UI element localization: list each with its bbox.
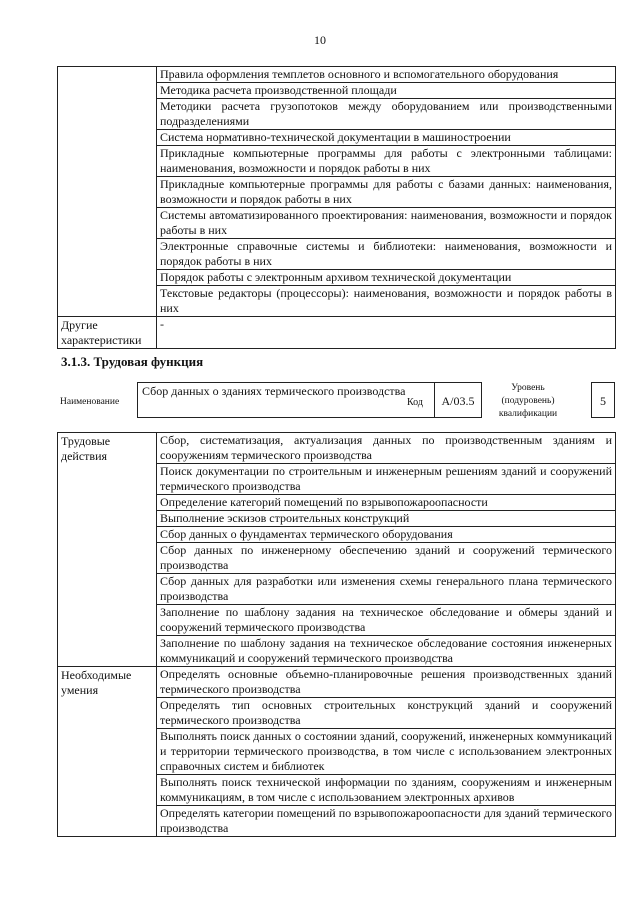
knowledge-item: Порядок работы с электронным архивом технической документации — [157, 270, 616, 286]
labor-action-item: Сбор данных для разработки или изменения схемы генерального плана термического производства — [157, 574, 616, 605]
knowledge-item: Прикладные компьютерные программы для работы с электронными таблицами: наименования, возможности и порядок работы в них — [157, 146, 616, 177]
knowledge-item: Текстовые редакторы (процессоры): наименования, возможности и порядок работы в них — [157, 286, 616, 317]
labor-function-table — [57, 432, 616, 837]
labor-action-item: Определение категорий помещений по взрывопожароопасности — [157, 495, 616, 511]
skill-item: Выполнять поиск данных о состоянии зданий, сооружений, инженерных коммуникаций и территории термического производства, в том числе с использованием электронных справочных систем и библиотек — [157, 729, 616, 775]
level-label: Уровень (подуровень) квалификации — [498, 383, 558, 419]
code-label: Код — [407, 397, 423, 408]
required-skills-label: Необходимые умения — [58, 667, 157, 837]
labor-action-item: Сбор, систематизация, актуализация данных по производственным зданиям и сооружениям термического производства — [157, 433, 616, 464]
name-value: Сбор данных о зданиях термического производства — [137, 382, 454, 418]
skill-item: Определять тип основных строительных конструкций зданий и сооружений термического производства — [157, 698, 616, 729]
skill-item: Определять основные объемно-планировочные решения производственных зданий термического производства — [157, 667, 616, 698]
code-value: А/03.5 — [434, 382, 482, 418]
labor-actions-label: Трудовые действия — [58, 433, 157, 667]
labor-action-item: Сбор данных по инженерному обеспечению зданий и сооружений термического производства — [157, 543, 616, 574]
knowledge-item: Системы автоматизированного проектирования: наименования, возможности и порядок работы в них — [157, 208, 616, 239]
knowledge-item: Методика расчета производственной площади — [157, 83, 616, 99]
skill-item: Выполнять поиск технической информации по зданиям, сооружениям и инженерным коммуникациям, в том числе с использованием электронных архивов — [157, 775, 616, 806]
table-row — [58, 433, 616, 464]
skill-item: Определять категории помещений по взрывопожароопасности для зданий термического производства — [157, 806, 616, 837]
page-number: 10 — [314, 33, 326, 47]
name-label: Наименование — [60, 397, 120, 407]
knowledge-table — [57, 66, 616, 349]
knowledge-item: Правила оформления темплетов основного и вспомогательного оборудования — [157, 67, 616, 83]
table-row — [58, 317, 616, 349]
table-row — [58, 67, 616, 83]
section-title: 3.1.3. Трудовая функция — [61, 354, 204, 369]
labor-action-item: Выполнение эскизов строительных конструкций — [157, 511, 616, 527]
table-row — [58, 667, 616, 698]
knowledge-item: Методики расчета грузопотоков между оборудованием или производственными подразделениями — [157, 99, 616, 130]
knowledge-item: Система нормативно-технической документации в машиностроении — [157, 130, 616, 146]
knowledge-item: Прикладные компьютерные программы для работы с базами данных: наименования, возможности и порядок работы в них — [157, 177, 616, 208]
other-characteristics-label: Другие характеристики — [58, 317, 157, 349]
knowledge-item: Электронные справочные системы и библиотеки: наименования, возможности и порядок работы в них — [157, 239, 616, 270]
knowledge-label-cell — [58, 67, 157, 317]
labor-action-item: Поиск документации по строительным и инженерным решениям зданий и сооружений термического производства — [157, 464, 616, 495]
labor-action-item: Заполнение по шаблону задания на техническое обследование и обмеры зданий и сооружений термического производства — [157, 605, 616, 636]
labor-action-item: Сбор данных о фундаментах термического оборудования — [157, 527, 616, 543]
labor-action-item: Заполнение по шаблону задания на техническое обследование состояния инженерных коммуникаций и сооружений термического производства — [157, 636, 616, 667]
level-value: 5 — [591, 382, 615, 418]
other-characteristics-value: - — [157, 317, 616, 349]
function-header — [57, 382, 615, 422]
